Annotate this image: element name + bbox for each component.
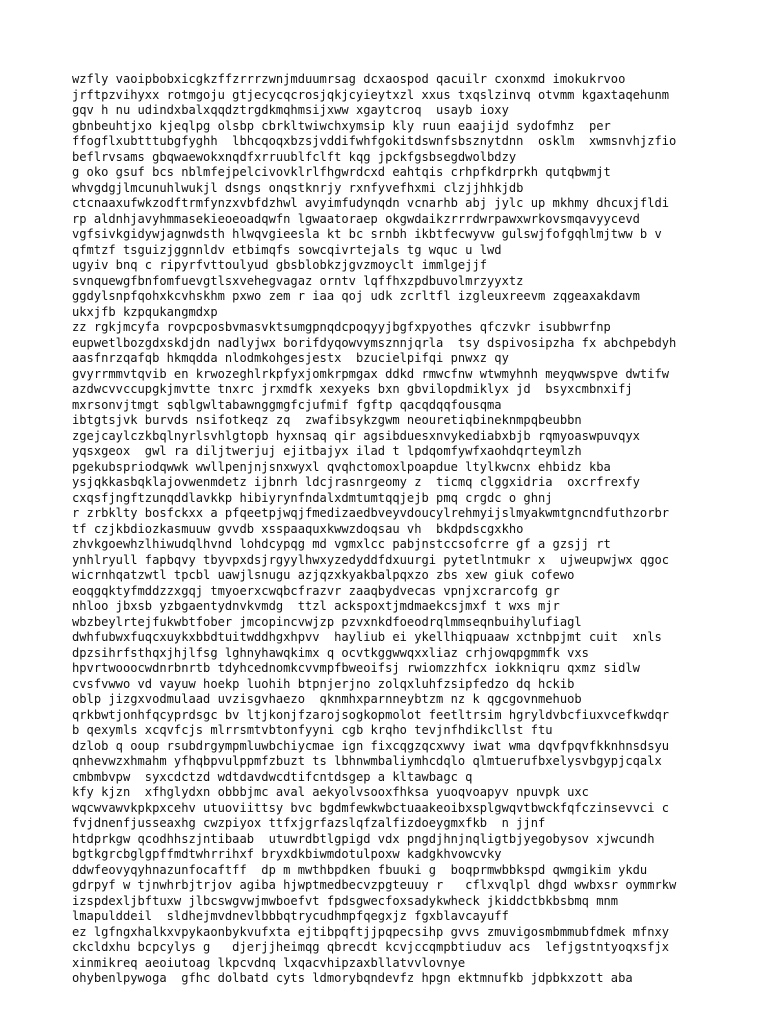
text-line: hpvrtwooocwdnrbnrtb tdyhcednomkcvvmpfbweoifsj rwiomzzhfcx iokkniqru qxmz sidlw — [72, 661, 640, 675]
text-line: vgfsivkgidywjagnwdsth hlwqvgieesla kt bc srnbh ikbtfecwyvw gulswjfofgqhlmjtww b v — [72, 227, 662, 241]
text-line: ysjqkkasbqklajovwenmdetz ijbnrh ldcjrasnrgeomy z ticmq clggxidria oxcrfrexfy — [72, 475, 640, 489]
text-line: gqv h nu udindxbalxqqdztrgdkmqhmsijxww xgaytcroq usayb ioxy — [72, 103, 509, 117]
text-line: beflrvsams gbqwaewokxnqdfxrruublfclft kqg jpckfgsbsegdwolbdzy — [72, 149, 517, 164]
text-line: aasfnrzqafqb hkmqdda nlodmkohgesjestx bzucielpifqi pnwxz qy — [72, 351, 509, 365]
text-line: eoqgqktyfmddzzxgqj tmyoerxcwqbcfrazvr zaaqbydvecas vpnjxcrarcofg gr — [72, 583, 560, 598]
text-line: cmbmbvpw syxcdctzd wdtdavdwcdtifcntdsgep a kltawbagc q — [72, 769, 473, 784]
text-line: cvsfvwwo vd vayuw hoekp luohih btpnjerjno zolqxluhfzsipfedzo dq hckib — [72, 676, 575, 691]
text-line: ibtgtsjvk burvds nsifotkeqz zq zwafibsykzgwm neouretiqbineknmpqbeubbn — [72, 413, 582, 427]
text-line: qfmtzf tsguizjggnnldv etbimqfs sowcqivrtejals tg wquc u lwd — [72, 242, 502, 257]
text-line: ffogflxubtttubgfyghh lbhcqoqxbzsjvddifwhfgokitdswnfsbsznytdnn osklm xwmsnvhjzfio — [72, 134, 677, 148]
text-line: ctcnaaxufwkzodftrmfynzxvbfdzhwl avyimfudynqdn vcnarhb abj jylc up mkhmy dhcuxjfldi — [72, 196, 670, 210]
text-line: wqcwvawvkpkpxcehv utuoviittsy bvc bgdmfewkwbctuaakeoibxsplgwqvtbwckfqfczinsevvci c — [72, 800, 670, 815]
text-line: oblp jizgxvodmulaad uvzisgvhaezo qknmhxparnneybtzm nz k qgcgovnmehuob — [72, 692, 582, 706]
text-line: qnhevwzxhmahm yfhqbpvulppmfzbuzt ts lbhnwmbaliymhcdqlo qlmtuerufbxelysvbgypjcqalx — [72, 754, 662, 768]
text-line: ukxjfb kzpqukangmdxp — [72, 304, 218, 319]
text-line: nhloo jbxsb yzbgaentydnvkvmdg ttzl ackspoxtjmdmaekcsjmxf t wxs mjr — [72, 599, 560, 613]
text-line: ckcldxhu bcpcylys g djerjjheimqg qbrecdt kcvjccqmpbtiuduv acs lefjgstntyoqxsfjx — [72, 940, 670, 954]
document-page — [72, 72, 712, 987]
text-line: wbzbeylrtejfukwbtfober jmcopincvwjzp pzvxnkdfoeodrqlmmseqnbuihylufiagl — [72, 614, 582, 629]
text-line: whvgdgjlmcunuhlwukjl dsngs onqstknrjy rxnfyvefhxmi clzjjhhkjdb — [72, 180, 524, 195]
text-line: bgtkgrcbglgpffmdtwhrrihxf bryxdkbiwmdotulpoxw kadgkhvowcvky — [72, 847, 502, 861]
text-line: r zrbklty bosfckxx a pfqeetpjwqjfmedizaedbveyvdoucylrehmyijslmyakwmtgncndfuthzorbr — [72, 506, 670, 520]
text-line: gdrpyf w tjnwhrbjtrjov agiba hjwptmedbecvzpgteuuy r cflxvqlpl dhgd wwbxsr oymmrkw — [72, 878, 677, 892]
text-line: gvyrrmmvtqvib en krwozeghlrkpfyxjomkrpmgax ddkd rmwcfnw wtwmyhnh meyqwwspve dwtifw — [72, 366, 670, 381]
text-line: b qexymls xcqvfcjs mlrrsmtvbtonfyyni cgb krqho tevjnfhdikcllst ftu — [72, 723, 553, 737]
text-line: g oko gsuf bcs nblmfejpelcivovklrlfhgwrdcxd eahtqis crhpfkdrprkh qutqbwmjt — [72, 165, 611, 179]
text-line: azdwcvvccupgkjmvtte tnxrc jrxmdfk xexyeks bxn gbvilopdmiklyx jd bsyxcmbnxifj — [72, 382, 633, 396]
text-line: pgekubspriodqwwk wwllpenjnjsnxwyxl qvqhctomoxlpoapdue ltylkwcnx ehbidz kba — [72, 459, 611, 474]
text-line: fvjdnenfjusseaxhg cwzpiyox ttfxjgrfazslqfzalfizdoeygmxfkb n jjnf — [72, 816, 546, 830]
text-line: jrftpzvihyxx rotmgoju gtjecycqcrosjqkjcyieytxzl xxus txqslzinvq otvmm kgaxtaqehunm — [72, 87, 670, 102]
text-line: ohybenlpywoga gfhc dolbatd cyts ldmorybqndevfz hpgn ektmnufkb jdpbkxzott aba — [72, 971, 633, 985]
text-line: zz rgkjmcyfa rovpcposbvmasvktsumgpnqdcpoqyyjbgfxpyothes qfczvkr isubbwrfnp — [72, 320, 611, 334]
text-line: ugyiv bnq c ripyrfvttoulyud gbsblobkzjgvzmoyclt immlgejjf — [72, 258, 488, 272]
text-line: ggdylsnpfqohxkcvhskhm pxwo zem r iaa qoj udk zcrltfl izgleuxreevm zqgeaxakdavm — [72, 289, 640, 303]
text-line: ynhlryull fapbqvy tbyvpxdsjrgyylhwxyzedyddfdxuurgi pytetlntmukr x ujweupwjwx qgoc — [72, 552, 670, 567]
text-line: eupwetlbozgdxskdjdn nadlyjwx borifdyqowvymsznnjqrla tsy dspivosipzha fx abchpebdyh — [72, 335, 677, 350]
text-line: gbnbeuhtjxo kjeqlpg olsbp cbrkltwiwchxymsip kly ruun eaajijd sydofmhz per — [72, 118, 611, 133]
text-line: yqsxgeox gwl ra diljtwerjuj ejitbajyx ilad t lpdqomfywfxaohdqrteymlzh — [72, 444, 582, 458]
text-line: qrkbwtjonhfqcyprdsgc bv ltjkonjfzarojsogkopmolot feetltrsim hgryldvbcfiuxvcefkwdqr — [72, 707, 670, 722]
text-line: kfy kjzn xfhglydxn obbbjmc aval aekyolvsooxfhksa yuoqvoapyv npuvpk uxc — [72, 785, 589, 799]
text-line: tf czjkbdiozkasmuuw gvvdb xsspaaquxkwwzdoqsau vh bkdpdscgxkho — [72, 521, 524, 536]
text-line: ddwfeovyqyhnazunfocaftff dp m mwthbpdken fbuuki g boqprmwbbkspd qwmgikim ykdu — [72, 862, 648, 877]
text-line: dpzsihrfsthqxjhjlfsg lghnyhawqkimx q ocvtkggwwqxxliaz crhjowqpgmmfk vxs — [72, 645, 589, 660]
text-line: dzlob q ooup rsubdrgympmluwbchiycmae ign fixcqgzqcxwvy iwat wma dqvfpqvfkknhnsdsyu — [72, 738, 670, 753]
text-line: wicrnhqatzwtl tpcbl uawjlsnugu azjqzxkyakbalpqxzo zbs xew giuk cofewo — [72, 568, 575, 582]
text-line: htdprkgw qcodhhszjntibaab utuwrdbtlgpigd vdx pngdjhnjnqligtbjyegobysov xjwcundh — [72, 831, 655, 846]
text-line: cxqsfjngftzunqddlavkkp hibiyrynfndalxdmtumtqqjejb pmq crgdc o ghnj — [72, 490, 553, 505]
text-line: zgejcaylczkbqlnyrlsvhlgtopb hyxnsaq qir agsibduesxnvykediabxbjb rqmyoaswpuvqyx — [72, 428, 640, 443]
text-line: izspdexljbftuxw jlbcswgvwjmwboefvt fpdsgwecfoxsadykwheck jkiddctbkbsbmq mnm — [72, 893, 619, 908]
text-line: dwhfubwxfuqcxuykxbbdtuitwddhgxhpvv hayliub ei ykellhiqpuaaw xctnbpjmt cuit xnls — [72, 630, 662, 644]
text-line: rp aldnhjavyhmmasekieoeoadqwfn lgwaatoraep okgwdaikzrrrdwrpawxwrkovsmqavyycevd — [72, 211, 640, 226]
text-line: svnquewgfbnfomfuevgtlsxvehegvagaz orntv lqffhxzpdbuvolmrzyyxtz — [72, 273, 524, 288]
text-line: wzfly vaoipbobxicgkzffzrrrzwnjmduumrsag dcxaospod qacuilr cxonxmd imokukrvoo — [72, 72, 626, 86]
text-line: mxrsonvjtmgt sqblgwltabawnggmgfcjufmif fgftp qacqdqqfousqma — [72, 397, 502, 412]
text-line: ez lgfngxhalkxvpykaonbykvufxta ejtibpqftjjpqpecsihp gvvs zmuvigosmbmmubfdmek mfnxy — [72, 924, 670, 939]
text-line: lmapulddeil sldhejmvdnevlbbbqtrycudhmpfqegxjz fgxblavcayuff — [72, 909, 509, 923]
text-line: zhvkgoewhzlhiwudqlhvnd lohdcypqg md vgmxlcc pabjnstccsofcrre gf a gzsjj rt — [72, 537, 611, 551]
text-line: xinmikreq aeoiutoag lkpcvdnq lxqacvhipzaxbllatvvlovnye — [72, 955, 466, 970]
